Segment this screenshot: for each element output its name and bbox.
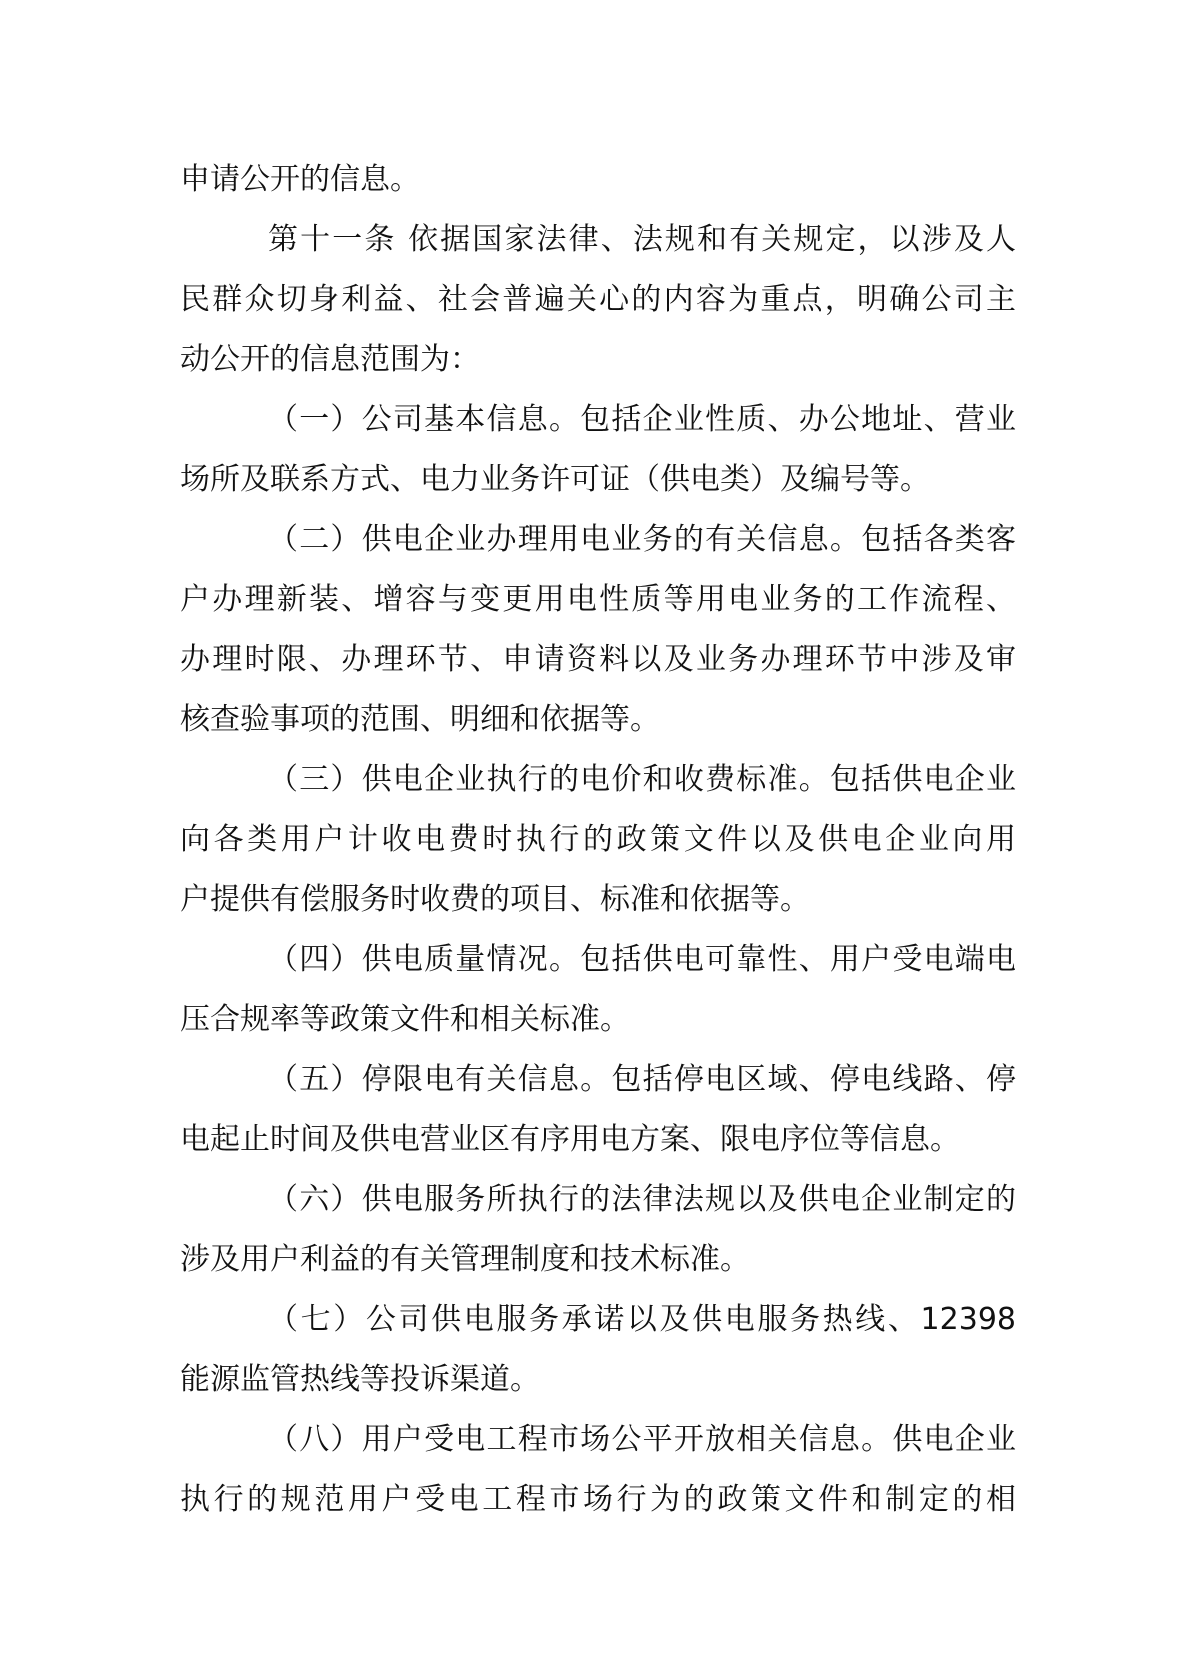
body-text: [180, 150, 1016, 1530]
text-line: 压合规率等政策文件和相关标准。: [180, 1002, 630, 1037]
text-line: 申请公开的信息。: [180, 162, 420, 197]
text-line: 涉及用户利益的有关管理制度和技术标准。: [180, 1242, 750, 1277]
text-line: 办理时限、办理环节、申请资料以及业务办理环节中涉及审: [180, 642, 1016, 677]
text-line: 民群众切身利益、社会普遍关心的内容为重点，明确公司主: [180, 282, 1016, 317]
item-4-line: （四）供电质量情况。包括供电可靠性、用户受电端电: [268, 942, 1016, 977]
text-line: 执行的规范用户受电工程市场行为的政策文件和制定的相: [180, 1482, 1016, 1517]
text-line: 电起止时间及供电营业区有序用电方案、限电序位等信息。: [180, 1122, 960, 1157]
item-2-line: （二）供电企业办理用电业务的有关信息。包括各类客: [268, 522, 1016, 557]
article-11-heading-line: 第十一条 依据国家法律、法规和有关规定，以涉及人: [268, 222, 1016, 257]
item-3-line: （三）供电企业执行的电价和收费标准。包括供电企业: [268, 762, 1016, 797]
item-8-line: （八）用户受电工程市场公平开放相关信息。供电企业: [268, 1422, 1016, 1457]
item-1-line: （一）公司基本信息。包括企业性质、办公地址、营业: [268, 402, 1016, 437]
text-line: 动公开的信息范围为：: [180, 342, 480, 377]
text-line: 场所及联系方式、电力业务许可证（供电类）及编号等。: [180, 462, 930, 497]
text-line: 户办理新装、增容与变更用电性质等用电业务的工作流程、: [180, 582, 1016, 617]
text-line: 能源监管热线等投诉渠道。: [180, 1362, 540, 1397]
text-line: 向各类用户计收电费时执行的政策文件以及供电企业向用: [180, 822, 1016, 857]
text-line: 核查验事项的范围、明细和依据等。: [180, 702, 660, 737]
item-6-line: （六）供电服务所执行的法律法规以及供电企业制定的: [268, 1182, 1016, 1217]
item-7-line: （七）公司供电服务承诺以及供电服务热线、12398: [268, 1302, 1016, 1337]
text-line: 户提供有偿服务时收费的项目、标准和依据等。: [180, 882, 810, 917]
item-5-line: （五）停限电有关信息。包括停电区域、停电线路、停: [268, 1062, 1016, 1097]
